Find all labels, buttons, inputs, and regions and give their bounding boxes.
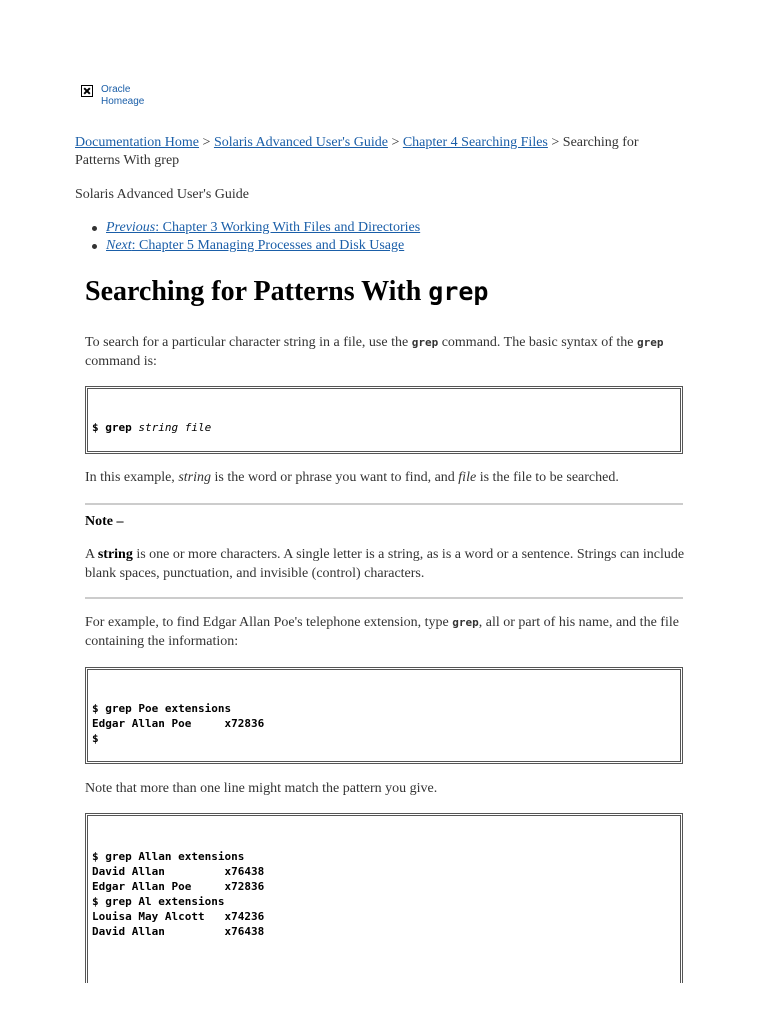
logo-link[interactable]: [101, 84, 144, 108]
inline-code: grep: [452, 616, 479, 629]
inline-code: grep: [411, 336, 439, 349]
previous-chapter-link[interactable]: [106, 220, 420, 235]
syntax-code-block: $ grep string file: [85, 386, 683, 454]
page-title-code: grep: [428, 277, 489, 306]
previous-label: Previous: [106, 220, 156, 235]
nav-previous-item: [106, 219, 420, 237]
example-paragraph: For example, to find Edgar Allan Poe's telephone extension, type grep, all or part of his name, and the file containing the information:: [85, 615, 679, 649]
broken-image-icon: [81, 85, 93, 97]
guide-title: Solaris Advanced User's Guide: [75, 187, 249, 202]
oracle-logo[interactable]: [81, 84, 144, 108]
example-explanation: In this example, string is the word or phrase you want to find, and file is the file to be searched.: [85, 470, 619, 485]
note-paragraph: A string is one or more characters. A single letter is a string, as is a word or a sentence. Strings can include blank spaces, punctuation, and invisible (control) characters.: [85, 547, 685, 581]
page-title: Searching for Patterns With grep: [85, 276, 489, 307]
grep-poe-code-block: $ grep Poe extensions Edgar Allan Poe x72836 $: [85, 667, 683, 764]
chapter-nav: [106, 219, 420, 255]
next-text: : Chapter 5 Managing Processes and Disk Usage: [131, 238, 405, 253]
nav-next-item: [106, 237, 420, 255]
note-top-divider: [85, 503, 683, 505]
multiple-match-note: Note that more than one line might match the pattern you give.: [85, 781, 438, 796]
previous-text: : Chapter 3 Working With Files and Directories: [155, 220, 421, 235]
next-label: Next: [106, 238, 132, 253]
grep-allan-code-block: $ grep Allan extensions David Allan x76438 Edgar Allan Poe x72836 $ grep Al extensions Louisa May Alcott x74236 David Allan x76438: [85, 813, 683, 983]
note-label: Note –: [85, 514, 124, 529]
breadcrumb-chapter-4[interactable]: Chapter 4 Searching Files: [402, 135, 548, 150]
breadcrumb-separator: >: [202, 135, 214, 150]
intro-paragraph: To search for a particular character string in a file, use the grep command. The basic syntax of the grep command is:: [85, 335, 664, 369]
breadcrumb-advanced-users-guide[interactable]: Solaris Advanced User's Guide: [213, 135, 388, 150]
note-bottom-divider: [85, 597, 683, 599]
next-chapter-link[interactable]: [106, 238, 404, 253]
breadcrumb: [75, 134, 685, 170]
breadcrumb-separator: >: [551, 135, 563, 150]
logo-line-1: Oracle: [101, 84, 131, 95]
breadcrumb-documentation-home[interactable]: Documentation Home: [75, 135, 200, 150]
inline-code: grep: [637, 336, 664, 349]
logo-line-2: Homeage: [101, 96, 145, 107]
breadcrumb-current: Searching for Patterns With grep: [75, 135, 639, 168]
breadcrumb-separator: >: [391, 135, 403, 150]
